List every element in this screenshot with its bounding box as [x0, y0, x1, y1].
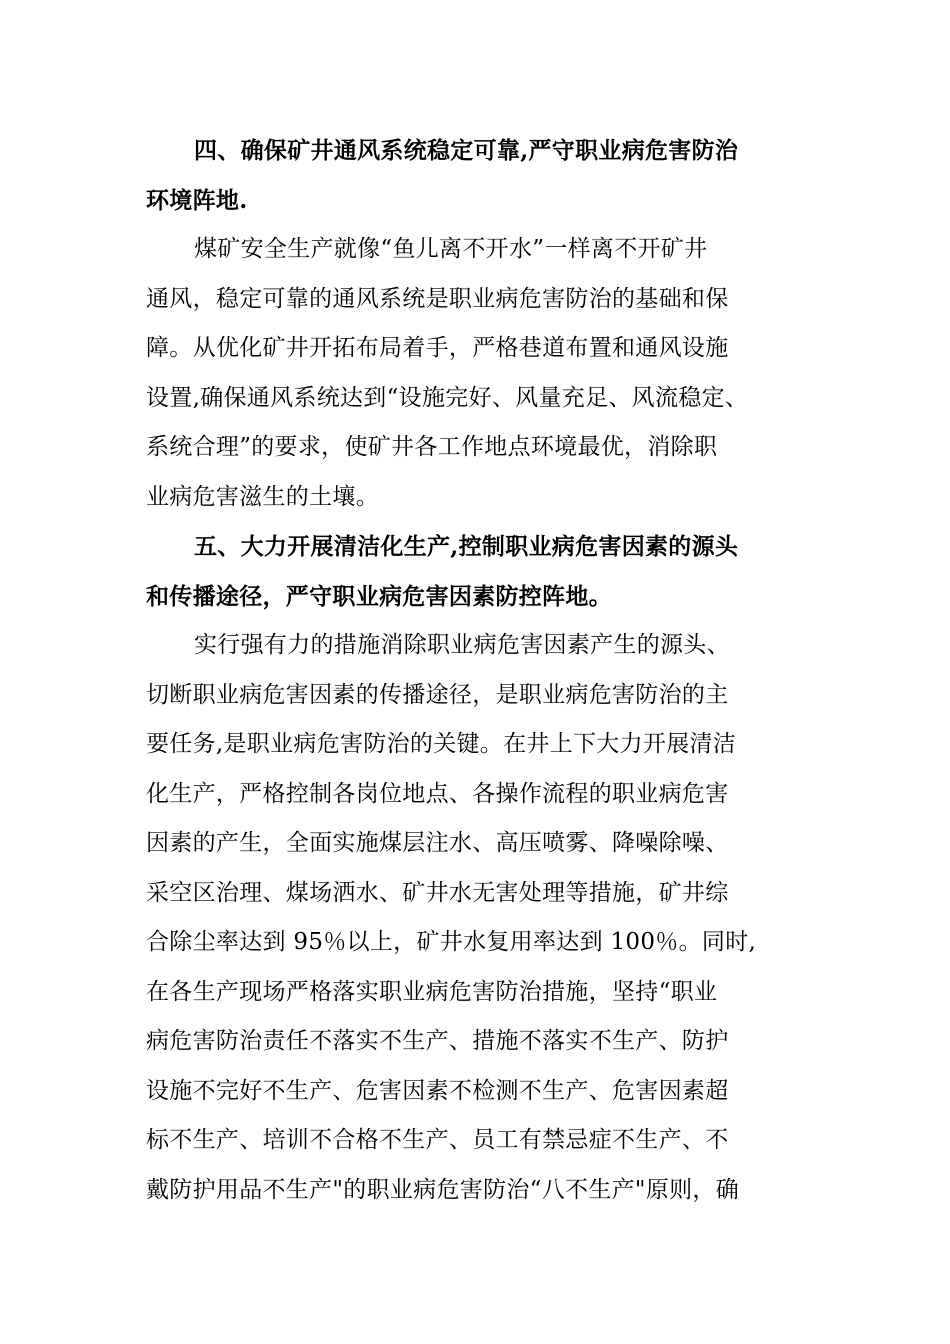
section-5-heading-line-1: 五、大力开展清洁化生产,控制职业病危害因素的源头	[194, 533, 739, 560]
section-5-heading-line-2: 和传播途径，严守职业病危害因素防控阵地。	[146, 582, 612, 610]
document-body	[146, 126, 806, 1215]
section-4-heading-line-1: 四、确保矿井通风系统稳定可靠,严守职业病危害防治	[194, 137, 739, 164]
section-5-paragraph-line-7: 合除尘率达到 95％以上，矿井水复用率达到 100％。同时,	[146, 929, 757, 955]
section-5-paragraph-line-11: 标不生产、培训不合格不生产、员工有禁忌症不生产、不	[146, 1127, 729, 1153]
section-5-paragraph-line-1: 实行强有力的措施消除职业病危害因素产生的源头、	[194, 632, 730, 658]
section-5-paragraph-line-4: 化生产，严格控制各岗位地点、各操作流程的职业病危害	[146, 780, 729, 807]
section-4-paragraph-line-4: 设置,确保通风系统达到“设施完好、风量充足、风流稳定、	[146, 384, 749, 411]
section-4-heading-line-2: 环境阵地.	[146, 186, 248, 214]
section-5-paragraph-line-3: 要任务,是职业病危害防治的关键。在井上下大力开展清洁	[146, 731, 737, 757]
section-4-paragraph-line-3: 障。从优化矿井开拓布局着手，严格巷道布置和通风设施	[146, 335, 729, 361]
section-5-paragraph-line-8: 在各生产现场严格落实职业病危害防治措施，坚持“职业	[146, 978, 718, 1005]
section-4-paragraph-line-1: 煤矿安全生产就像“鱼儿离不开水”一样离不开矿井	[194, 236, 708, 262]
section-5-paragraph-line-10: 设施不完好不生产、危害因素不检测不生产、危害因素超	[146, 1077, 729, 1104]
section-5-paragraph-line-5: 因素的产生，全面实施煤层注水、高压喷雾、降噪除噪、	[146, 830, 729, 856]
section-5-paragraph-line-2: 切断职业病危害因素的传播途径，是职业病危害防治的主	[146, 681, 729, 708]
section-5-paragraph-line-9: 病危害防治责任不落实不生产、措施不落实不生产、防护	[146, 1028, 729, 1054]
section-5-paragraph-line-6: 采空区治理、煤场洒水、矿井水无害处理等措施，矿井综	[146, 879, 729, 906]
section-4-paragraph-line-5: 系统合理”的要求，使矿井各工作地点环境最优，消除职	[146, 434, 718, 460]
section-4-paragraph-line-2: 通风，稳定可靠的通风系统是职业病危害防治的基础和保	[146, 285, 729, 312]
section-5-paragraph-line-12: 戴防护用品不生产"的职业病危害防治“八不生产"原则，确	[146, 1176, 740, 1203]
section-4-paragraph-line-6: 业病危害滋生的土壤。	[146, 483, 379, 510]
